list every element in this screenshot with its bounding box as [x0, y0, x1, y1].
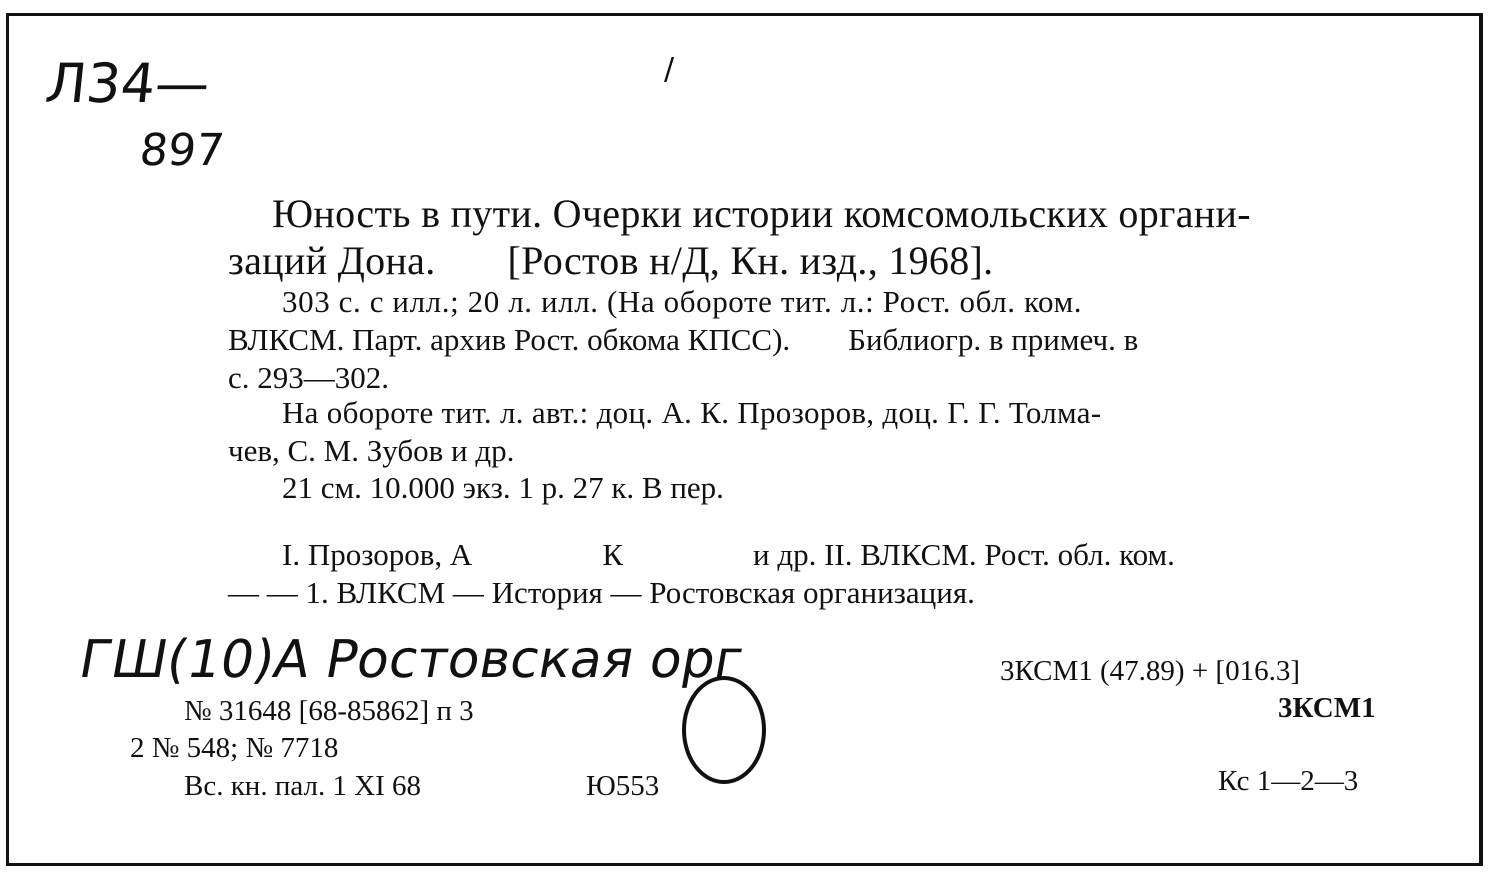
handwritten-shelf-number: 897 — [137, 125, 227, 176]
entry-collation-part: ВЛКСМ. Парт. архив Рост. обкома КПСС). — [228, 322, 791, 357]
record-number: № 31648 [68-85862] п 3 — [184, 695, 474, 727]
tracings-line-1 — [282, 537, 1175, 573]
entry-note-line-2: чев, С. М. Зубов и др. — [228, 433, 515, 468]
tracing-initial: К — [602, 537, 623, 572]
card-set-label: Кс 1—2—3 — [1218, 765, 1359, 797]
tracing-author: I. Прозоров, А — [282, 537, 473, 572]
entry-format-line: 21 см. 10.000 экз. 1 р. 27 к. В пер. — [282, 470, 724, 505]
entry-imprint: [Ростов н/Д, Кн. изд., 1968]. — [507, 238, 994, 283]
tracings-line-2: — — 1. ВЛКСМ — История — Ростовская организация. — [228, 575, 975, 610]
entry-title-line-2 — [228, 237, 993, 284]
handwritten-classification: ГШ(10)А Ростовская орг — [74, 630, 748, 690]
entry-bibliography-note: Библиогр. в примеч. в — [848, 322, 1139, 357]
entry-collation-line-2 — [228, 322, 1138, 358]
bbk-index: 3КСМ1 — [1278, 692, 1376, 724]
entry-collation-line-3: с. 293—302. — [228, 360, 390, 395]
copies-line: 2 № 548; № 7718 — [130, 732, 339, 764]
handwritten-tick: / — [664, 52, 675, 87]
book-chamber-line: Вс. кн. пал. 1 XI 68 — [184, 770, 422, 802]
entry-title-part: заций Дона. — [228, 238, 436, 283]
tracing-rest: и др. II. ВЛКСМ. Рост. обл. ком. — [753, 537, 1175, 572]
entry-title-line-1: Юность в пути. Очерки истории комсомольских органи- — [272, 191, 1251, 236]
handwritten-shelf-mark: Л34— — [42, 52, 213, 115]
entry-note-line-1: На обороте тит. л. авт.: доц. А. К. Прозоров, доц. Г. Г. Толма- — [282, 395, 1102, 430]
stamp-circle — [674, 670, 774, 790]
udc-index: 3КСМ1 (47.89) + [016.3] — [1000, 655, 1300, 687]
code-label: Ю553 — [586, 770, 660, 802]
entry-collation-line-1: 303 с. с илл.; 20 л. илл. (На обороте тит. л.: Рост. обл. ком. — [282, 284, 1083, 319]
